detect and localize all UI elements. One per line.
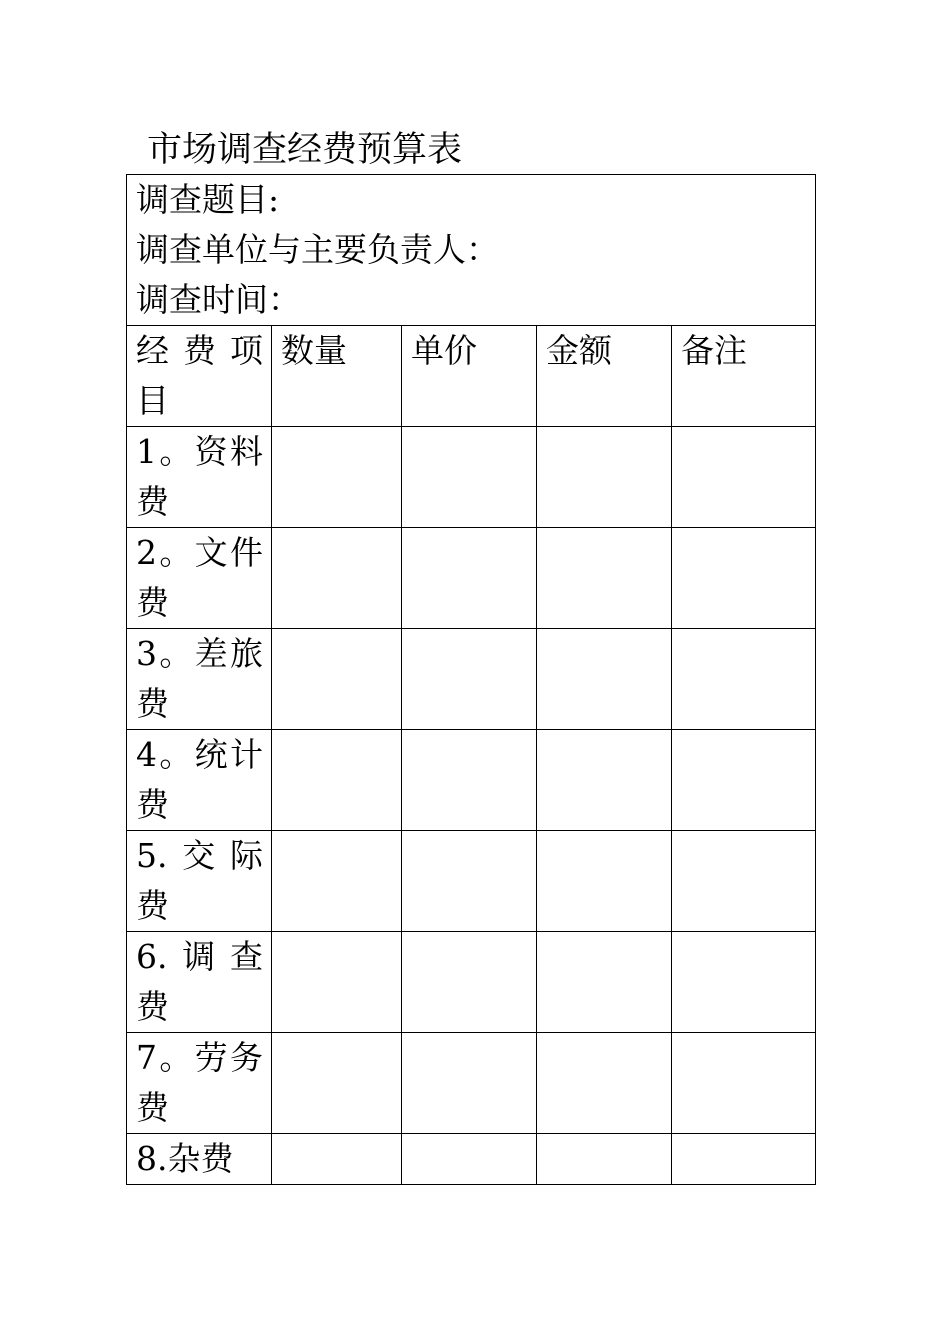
survey-topic-label: 调查题目: <box>136 180 280 219</box>
note-cell <box>672 730 816 831</box>
amount-cell <box>537 831 672 932</box>
qty-cell <box>272 427 402 528</box>
item-cell <box>127 831 272 932</box>
survey-info-cell <box>127 175 816 326</box>
header-cell-item <box>127 326 272 427</box>
note-cell <box>672 831 816 932</box>
item-cell <box>127 427 272 528</box>
item-cell <box>127 1134 272 1185</box>
note-cell <box>672 629 816 730</box>
amount-cell <box>537 629 672 730</box>
table-row <box>127 528 816 629</box>
header-note-label: 备注 <box>681 331 747 370</box>
item-cell <box>127 528 272 629</box>
item-cell <box>127 629 272 730</box>
header-cell-amount <box>537 326 672 427</box>
note-cell <box>672 1134 816 1185</box>
qty-cell <box>272 730 402 831</box>
table-row <box>127 1134 816 1185</box>
budget-table <box>126 174 816 1185</box>
survey-time-label: 调查时间： <box>136 280 301 319</box>
item-label: 3。差旅费 <box>136 634 263 723</box>
header-row <box>127 326 816 427</box>
qty-cell <box>272 629 402 730</box>
item-label: 4。统计费 <box>136 735 263 824</box>
qty-cell <box>272 1033 402 1134</box>
table-row <box>127 730 816 831</box>
item-label: 6.调查费 <box>136 937 263 1026</box>
item-cell <box>127 932 272 1033</box>
item-label: 7。劳务费 <box>136 1038 263 1127</box>
item-label: 2。文件费 <box>136 533 263 622</box>
unit-price-cell <box>402 1033 537 1134</box>
amount-cell <box>537 528 672 629</box>
unit-price-cell <box>402 629 537 730</box>
unit-price-cell <box>402 730 537 831</box>
unit-price-cell <box>402 528 537 629</box>
item-label: 1。资料费 <box>136 432 263 521</box>
header-cell-qty <box>272 326 402 427</box>
amount-cell <box>537 1134 672 1185</box>
note-cell <box>672 1033 816 1134</box>
unit-price-cell <box>402 427 537 528</box>
unit-price-cell <box>402 932 537 1033</box>
document-title: 市场调查经费预算表 <box>147 130 463 170</box>
info-row <box>127 175 816 326</box>
header-item-label: 经费项目 <box>136 331 263 420</box>
amount-cell <box>537 932 672 1033</box>
table-row <box>127 427 816 528</box>
table-row <box>127 932 816 1033</box>
survey-unit-label: 调查单位与主要负责人： <box>136 230 499 269</box>
table-row <box>127 629 816 730</box>
header-cell-unit-price <box>402 326 537 427</box>
amount-cell <box>537 730 672 831</box>
table-row <box>127 831 816 932</box>
amount-cell <box>537 427 672 528</box>
qty-cell <box>272 932 402 1033</box>
item-label: 8.杂费 <box>136 1139 234 1178</box>
header-unit-price-label: 单价 <box>411 331 477 370</box>
unit-price-cell <box>402 831 537 932</box>
item-label: 5.交际费 <box>136 836 263 925</box>
header-cell-note <box>672 326 816 427</box>
header-qty-label: 数量 <box>281 331 347 370</box>
qty-cell <box>272 528 402 629</box>
unit-price-cell <box>402 1134 537 1185</box>
amount-cell <box>537 1033 672 1134</box>
note-cell <box>672 932 816 1033</box>
item-cell <box>127 1033 272 1134</box>
note-cell <box>672 528 816 629</box>
table-row <box>127 1033 816 1134</box>
qty-cell <box>272 1134 402 1185</box>
header-amount-label: 金额 <box>546 331 612 370</box>
item-cell <box>127 730 272 831</box>
qty-cell <box>272 831 402 932</box>
note-cell <box>672 427 816 528</box>
